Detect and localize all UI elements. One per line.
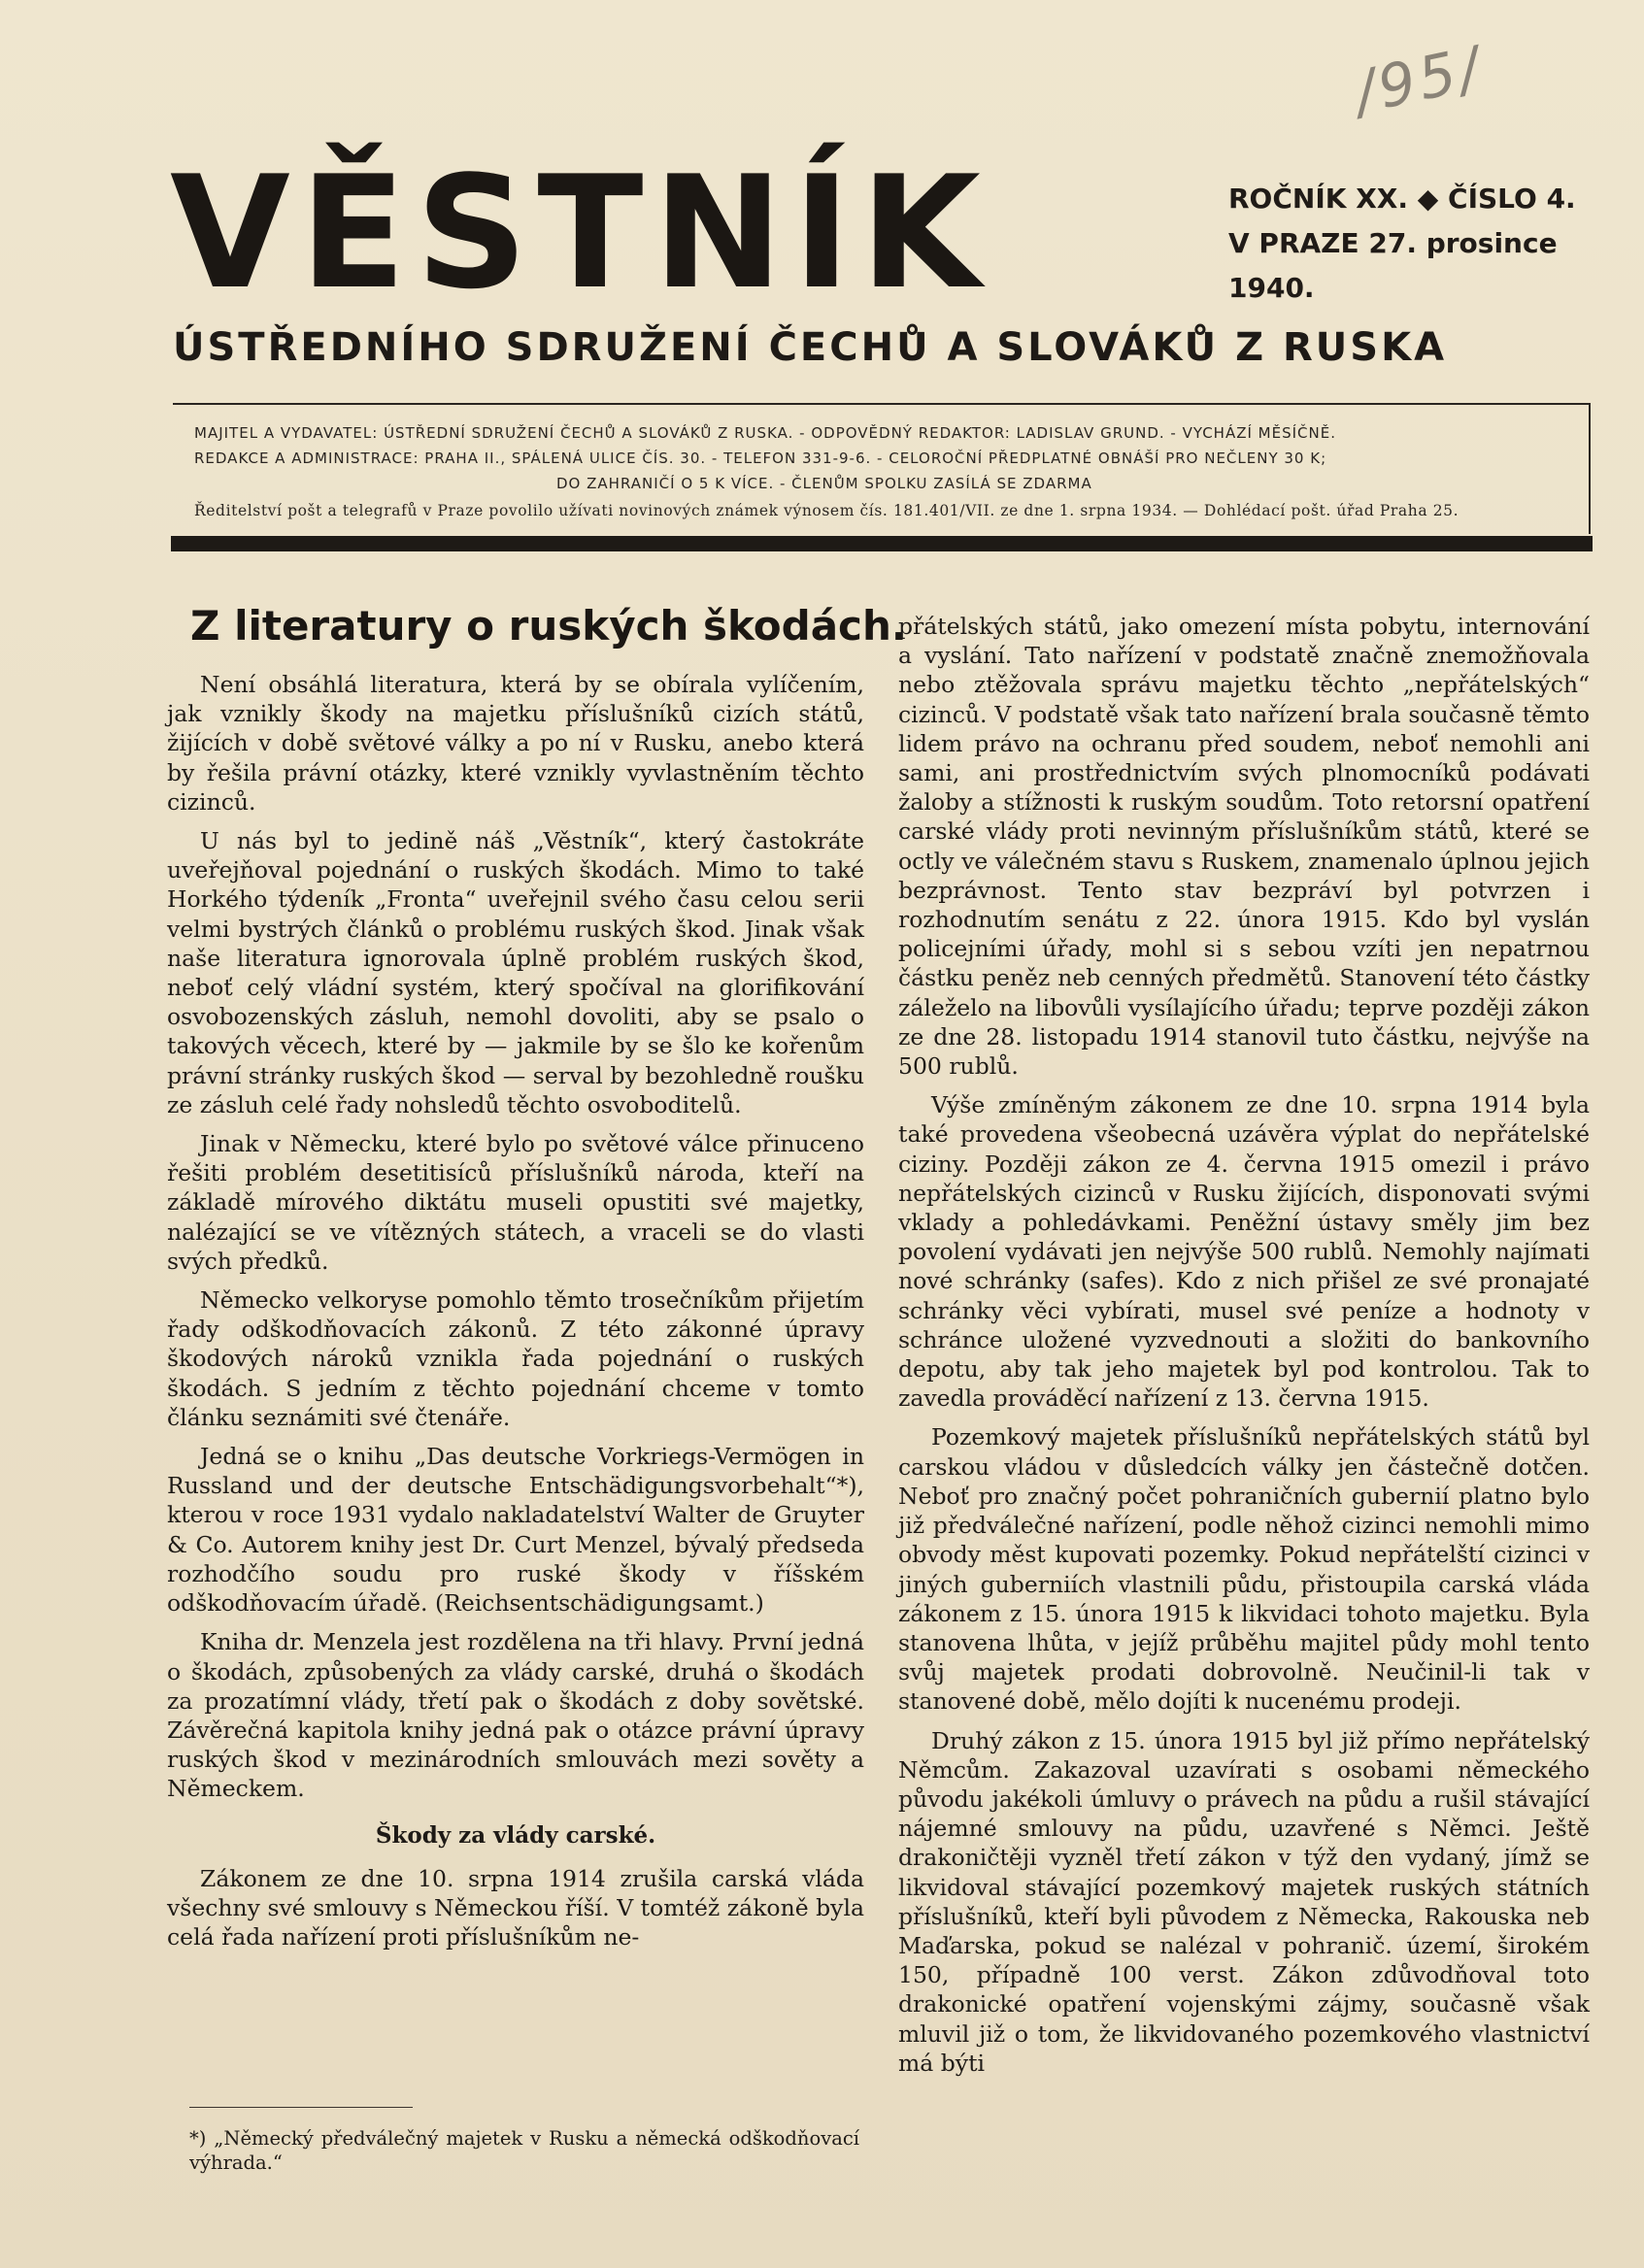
left-column — [167, 670, 864, 1961]
info-publisher-line: MAJITEL A VYDAVATEL: ÚSTŘEDNÍ SDRUŽENÍ ČECHŮ A SLOVÁKŮ Z RUSKA. - ODPOVĚDNÝ REDAKTOR: LADISLAV GRUND. - VYCHÁZÍ MĚSÍČNĚ. — [194, 424, 1336, 442]
paragraph: Není obsáhlá literatura, která by se obírala vylíčením, jak vznikly škody na majetku příslušníků cizích států, žijících v době světové války a po ní v Rusku, anebo která by řešila právní otázky, které vznikly vyvlastněním těchto cizinců. — [167, 671, 864, 816]
section-heading: Škody za vlády carské. — [375, 1821, 656, 1849]
issue-info — [1228, 177, 1644, 311]
info-postal-line: Ředitelství pošt a telegrafů v Praze povolilo užívati novinových známek výnosem čís. 181.401/VII. ze dne 1. srpna 1934. — Dohlédací pošt. úřad Praha 25. — [194, 502, 1459, 519]
paragraph: Kniha dr. Menzela jest rozdělena na tři hlavy. První jedná o škodách, způsobených za vlády carské, druhá o škodách za prozatímní vlády, třetí pak o škodách z doby sovětské. Závěrečná kapitola knihy jedná pak o otázce právní úpravy ruských škod v mezinárodních smlouvách mezi sověty a Německem. — [167, 1628, 864, 1803]
paragraph: Druhý zákon z 15. února 1915 byl již přímo nepřátelský Němcům. Zakazoval uzavírati s osobami německého původu jakékoli úmluvy o právech na půdu a rušil stávající nájemné smlouvy na půdu, uzavřené s Němci. Ještě drakoničtěji vyzněl třetí zákon v týž den vydaný, jímž se likvidoval stávající pozemkový majetek ruských státních příslušníků, kteří byli původem z Německa, Rakouska neb Maďarska, pokud se nalézal v pohranič. území, širokém 150, případně 100 verst. Zákon zdůvodňoval toto drakonické opatření vojenskými zájmy, současně však mluvil již o tom, že likvidovaného pozemkového vlastnictví má býti — [898, 1726, 1590, 2077]
paragraph: U nás byl to jedině náš „Věstník“, který častokráte uveřejňoval pojednání o ruských škodách. Mimo to také Horkého týdeník „Fronta“ uveřejnil svého času celou serii velmi bystrých článků o problému ruských škod. Jinak však naše literatura ignorovala úplně problém ruských škod, neboť celý vládní systém, který spočíval na glorifikování osvobozenských zásluh, nemohl dovoliti, aby se psalo o takových věcech, které by — jakmile by se šlo ke kořenům právní stránky ruských škod — serval by bezohledně roušku ze zásluh celé řady nohsledů těchto osvoboditelů. — [167, 827, 864, 1118]
handwritten-mark: /95/ — [1349, 33, 1490, 128]
paragraph: Jinak v Německu, které bylo po světové válce přinuceno řešiti problém desetitisíců příslušníků národa, kteří na základě mírového diktátu museli opustiti své majetky, nalézající se ve vítězných státech, a vraceli se do vlasti svých předků. — [167, 1130, 864, 1275]
article-headline: Z literatury o ruských škodách. — [190, 602, 907, 650]
masthead-divider-bar — [171, 536, 1593, 551]
right-column — [898, 612, 1590, 2087]
paragraph: Výše zmíněným zákonem ze dne 10. srpna 1914 byla také provedena všeobecná uzávěra výplat do nepřátelské ciziny. Později zákon ze 4. června 1915 omezil i právo nepřátelských cizinců v Rusku žijících, disponovati svými vklady a pohledávkami. Peněžní ústavy směly jim bez povolení vydávati jen nejvýše 500 rublů. Nemohly najímati nové schránky (safes). Kdo z nich přišel ze své pronajaté schránky věci vybírati, musel své peníze a hodnoty v schránce uložené vyzvednouti a složiti do bankovního depotu, aby tak jeho majetek byl pod kontrolou. Tak to zavedla prováděcí nařízení z 13. června 1915. — [898, 1091, 1590, 1413]
paragraph: Pozemkový majetek příslušníků nepřátelských států byl carskou vládou v důsledcích války jen částečně dotčen. Neboť pro značný počet pohraničních gubernií platno bylo již předválečné nařízení, podle něhož cizinci nemohli mimo obvody měst kupovati pozemky. Pokud nepřátelští cizinci v jiných guberniích vlastnili půdu, přistoupila carská vláda zákonem z 15. února 1915 k likvidaci tohoto majetku. Byla stanovena lhůta, v jejíž průběhu majitel půdy mohl tento svůj majetek prodati dobrovolně. Neučinil-li tak v stanovené době, mělo dojíti k nucenému prodeji. — [898, 1423, 1590, 1716]
publisher-info-box — [173, 403, 1591, 534]
masthead-subtitle: ÚSTŘEDNÍHO SDRUŽENÍ ČECHŮ A SLOVÁKŮ Z RUSKA — [173, 325, 1448, 370]
info-abroad-line: DO ZAHRANIČÍ O 5 K VÍCE. - ČLENŮM SPOLKU ZASÍLÁ SE ZDARMA — [556, 475, 1092, 492]
masthead-title: VĚSTNÍK — [170, 142, 990, 323]
issue-date: V PRAZE 27. prosince 1940. — [1228, 227, 1558, 304]
paragraph: Německo velkoryse pomohlo těmto trosečníkům přijetím řady odškodňovacích zákonů. Z této zákonné úpravy škodových nároků vznikla řada pojednání o ruských škodách. S jedním z těchto pojednání chceme v tomto článku seznámiti své čtenáře. — [167, 1286, 864, 1431]
paragraph: přátelských států, jako omezení místa pobytu, internování a vyslání. Tato nařízení v podstatě značně znemožňovala nebo ztěžovala správu majetku těchto „nepřátelských“ cizinců. V podstatě však tato nařízení brala současně těmto lidem právo na ochranu před soudem, neboť nemohli ani sami, ani prostřednictvím svých plnomocníků podávati žaloby a stížnosti k ruským soudům. Toto retorsní opatření carské vlády proti nevinným příslušníkům států, které se octly ve válečném stavu s Ruskem, znamenalo úplnou jejich bezprávnost. Tento stav bezpráví byl potvrzen i rozhodnutím senátu z 22. února 1915. Kdo byl vyslán policejními úřady, mohl si s sebou vzíti jen nepatrnou částku peněz neb cenných předmětů. Stanovení této částky záleželo na libovůli vysílajícího úřadu; teprve později zákon ze dne 28. listopadu 1914 stanovil tuto částku, nejvýše na 500 rublů. — [898, 613, 1590, 1081]
paragraph: Jedná se o knihu „Das deutsche Vorkriegs-Vermögen in Russland und der deutsche Entschädigungsvorbehalt“*), kterou v roce 1931 vydalo nakladatelství Walter de Gruyter & Co. Autorem knihy jest Dr. Curt Menzel, bývalý předseda rozhodčího soudu pro ruské škody v říšském odškodňovacím úřadě. (Reichsentschädigungsamt.) — [167, 1443, 864, 1618]
issue-volume-number: ROČNÍK XX. ◆ ČÍSLO 4. — [1228, 183, 1576, 215]
info-editorial-line: REDAKCE A ADMINISTRACE: PRAHA II., SPÁLENÁ ULICE ČÍS. 30. - TELEFON 331-9-6. - CELOROČNÍ PŘEDPLATNÉ OBNÁŠÍ PRO NEČLENY 30 K; — [194, 450, 1327, 467]
footnote-rule — [189, 2107, 413, 2108]
footnote: *) „Německý předválečný majetek v Rusku a německá odškodňovací výhrada.“ — [189, 2127, 859, 2174]
paragraph: Zákonem ze dne 10. srpna 1914 zrušila carská vláda všechny své smlouvy s Německou říší. V tomtéž zákoně byla celá řada nařízení proti příslušníkům ne- — [167, 1864, 864, 1951]
